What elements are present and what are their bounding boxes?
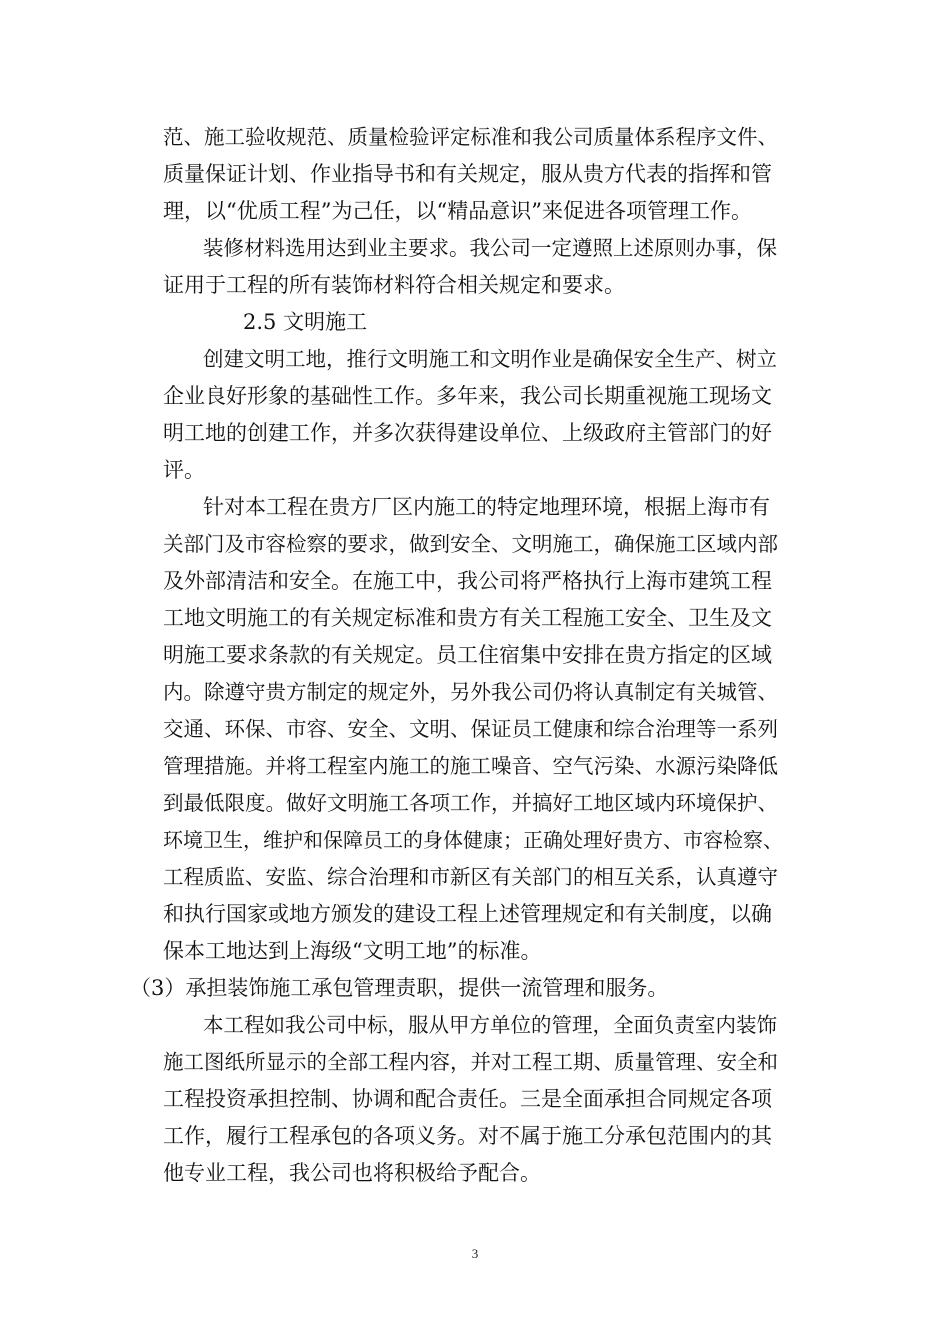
body-text-line: 交通、环保、市容、安全、文明、保证员工健康和综合治理等一系列	[163, 717, 778, 741]
body-text-line: 工作，履行工程承包的各项义务。对不属于施工分承包范围内的其	[163, 1124, 772, 1148]
paragraph-first-line: 创建文明工地，推行文明施工和文明作业是确保安全生产、树立	[203, 347, 777, 371]
body-text-line: 证用于工程的所有装饰材料符合相关规定和要求。	[163, 273, 625, 297]
body-text-line: 工程投资承担控制、协调和配合责任。三是全面承担合同规定各项	[163, 1087, 772, 1111]
body-text-line: 他专业工程，我公司也将积极给予配合。	[163, 1161, 541, 1185]
body-text-line: 评。	[163, 458, 205, 482]
body-text-line: 企业良好形象的基础性工作。多年来，我公司长期重视施工现场文	[163, 384, 772, 408]
body-text-line: 施工图纸所显示的全部工程内容，并对工程工期、质量管理、安全和	[163, 1050, 778, 1074]
body-text-line: 理，以“优质工程”为己任，以“精品意识”来促进各项管理工作。	[163, 199, 752, 223]
body-text-line: 及外部清洁和安全。在施工中，我公司将严格执行上海市建筑工程	[163, 569, 772, 593]
list-item-heading: （3）承担装饰施工承包管理责职，提供一流管理和服务。	[130, 976, 669, 1000]
body-text-line: 明施工要求条款的有关规定。员工住宿集中安排在贵方指定的区域	[163, 643, 772, 667]
body-text-line: 管理措施。并将工程室内施工的施工噪音、空气污染、水源污染降低	[163, 754, 778, 778]
paragraph-first-line: 装修材料选用达到业主要求。我公司一定遵照上述原则办事，保	[203, 236, 777, 260]
body-text-line: 工程质监、安监、综合治理和市新区有关部门的相互关系，认真遵守	[163, 865, 778, 889]
section-heading: 2.5 文明施工	[243, 310, 368, 334]
body-text-line: 工地文明施工的有关规定标准和贵方有关工程施工安全、卫生及文	[163, 606, 772, 630]
body-text-line: 环境卫生，维护和保障员工的身体健康；正确处理好贵方、市容检察、	[163, 828, 783, 852]
body-text-line: 质量保证计划、作业指导书和有关规定，服从贵方代表的指挥和管	[163, 162, 772, 186]
paragraph-first-line: 针对本工程在贵方厂区内施工的特定地理环境，根据上海市有	[203, 495, 770, 519]
paragraph-first-line: 本工程如我公司中标，服从甲方单位的管理，全面负责室内装饰	[203, 1013, 777, 1037]
body-text-line: 保本工地达到上海级“文明工地”的标准。	[163, 939, 542, 963]
page-number: 3	[471, 1246, 479, 1261]
body-text-line: 范、施工验收规范、质量检验评定标准和我公司质量体系程序文件、	[163, 125, 778, 149]
body-text-line: 关部门及市容检察的要求，做到安全、文明施工，确保施工区域内部	[163, 532, 778, 556]
body-text-line: 明工地的创建工作，并多次获得建设单位、上级政府主管部门的好	[163, 421, 772, 445]
body-text-line: 和执行国家或地方颁发的建设工程上述管理规定和有关制度，以确	[163, 902, 772, 926]
body-text-line: 内。除遵守贵方制定的规定外，另外我公司仍将认真制定有关城管、	[163, 680, 778, 704]
body-text-line: 到最低限度。做好文明施工各项工作，并搞好工地区域内环境保护、	[163, 791, 778, 815]
